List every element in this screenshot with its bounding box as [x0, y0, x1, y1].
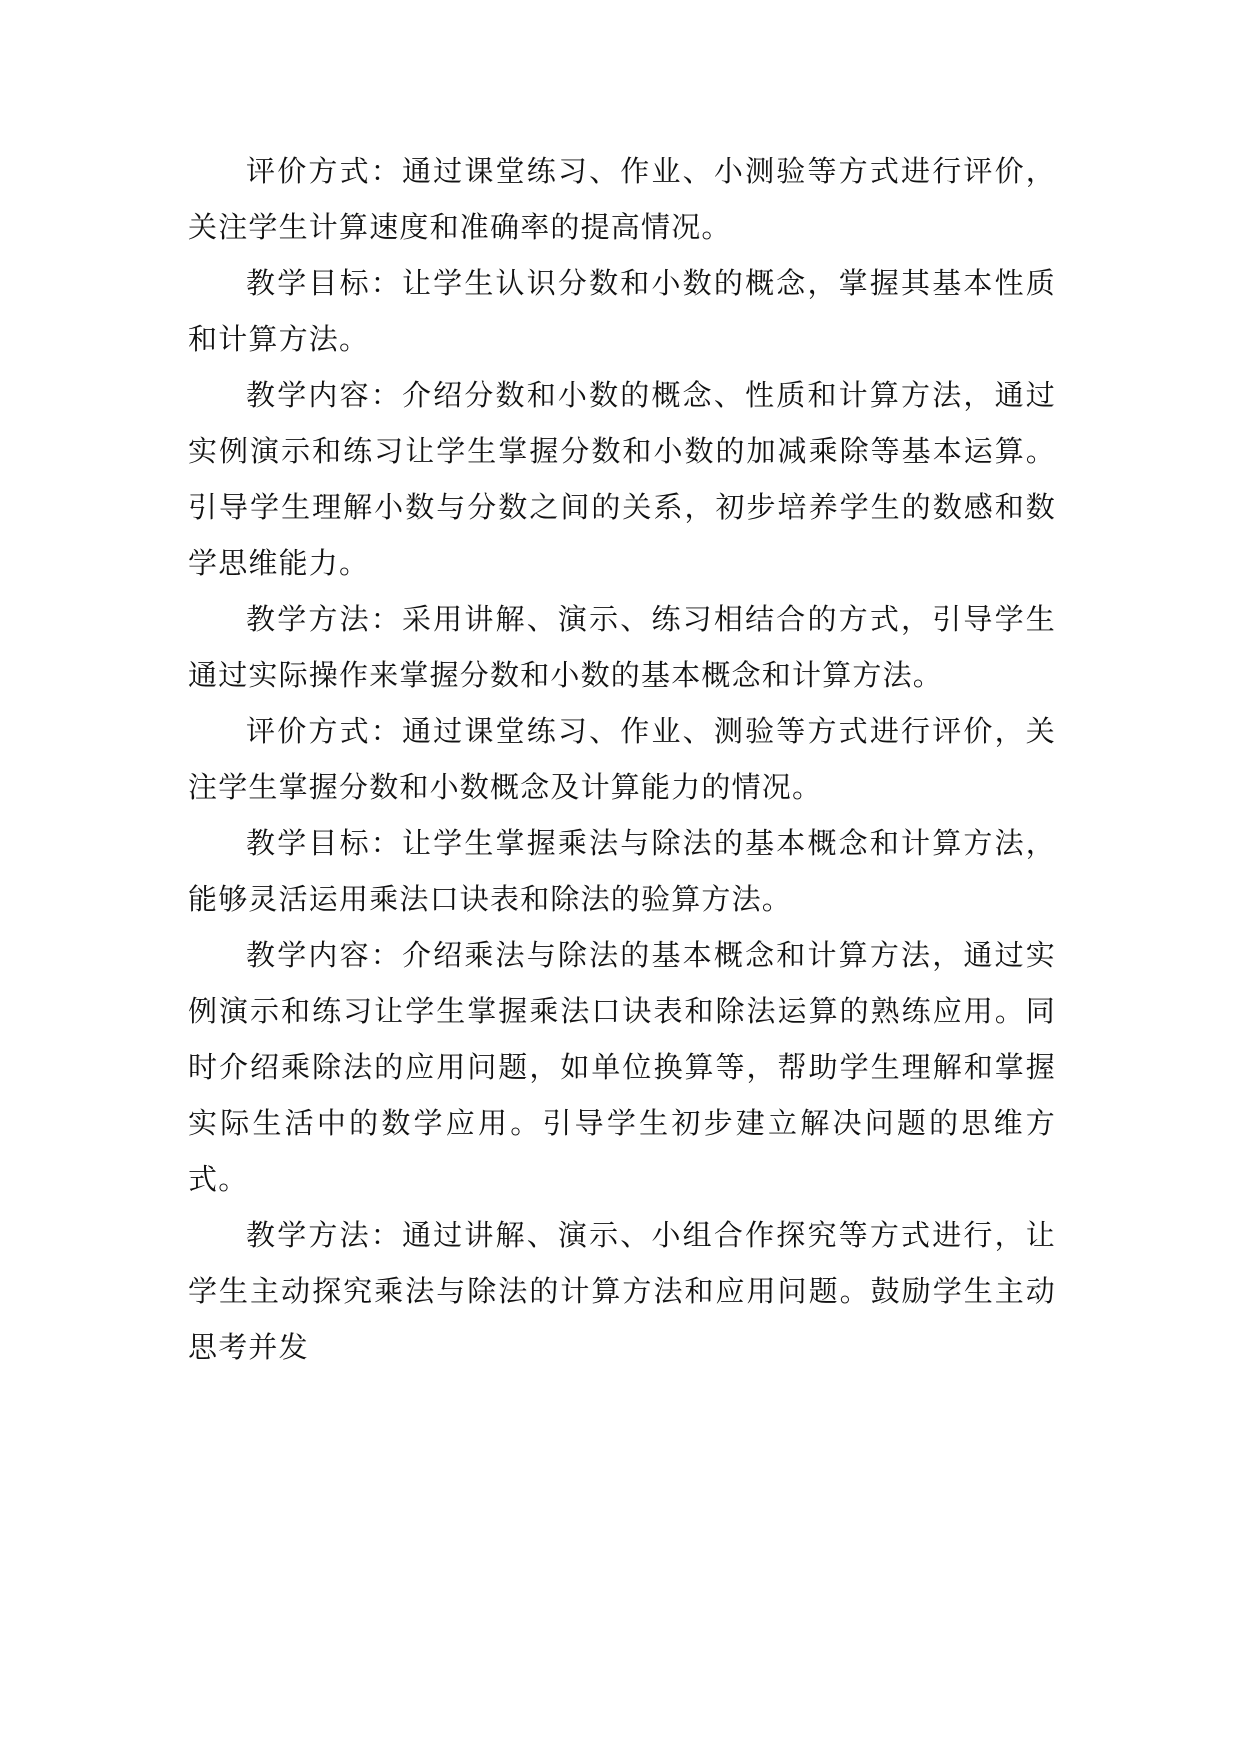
paragraph-evaluation-1: 评价方式：通过课堂练习、作业、小测验等方式进行评价，关注学生计算速度和准确率的提高情况。 [188, 154, 1056, 244]
document-body [188, 143, 1056, 1375]
paragraph-evaluation-fractions: 评价方式：通过课堂练习、作业、测验等方式进行评价，关注学生掌握分数和小数概念及计算能力的情况。 [188, 714, 1056, 804]
paragraph-goal-multiplication: 教学目标：让学生掌握乘法与除法的基本概念和计算方法，能够灵活运用乘法口诀表和除法的验算方法。 [188, 826, 1056, 916]
paragraph-method-multiplication: 教学方法：通过讲解、演示、小组合作探究等方式进行，让学生主动探究乘法与除法的计算方法和应用问题。鼓励学生主动思考并发 [188, 1218, 1056, 1364]
paragraph-content-fractions: 教学内容：介绍分数和小数的概念、性质和计算方法，通过实例演示和练习让学生掌握分数和小数的加减乘除等基本运算。引导学生理解小数与分数之间的关系，初步培养学生的数感和数学思维能力。 [188, 378, 1056, 580]
paragraph-method-fractions: 教学方法：采用讲解、演示、练习相结合的方式，引导学生通过实际操作来掌握分数和小数的基本概念和计算方法。 [188, 602, 1056, 692]
paragraph-goal-fractions: 教学目标：让学生认识分数和小数的概念，掌握其基本性质和计算方法。 [188, 266, 1056, 356]
paragraph-content-multiplication: 教学内容：介绍乘法与除法的基本概念和计算方法，通过实例演示和练习让学生掌握乘法口诀表和除法运算的熟练应用。同时介绍乘除法的应用问题，如单位换算等，帮助学生理解和掌握实际生活中的数学应用。引导学生初步建立解决问题的思维方式。 [188, 938, 1056, 1196]
